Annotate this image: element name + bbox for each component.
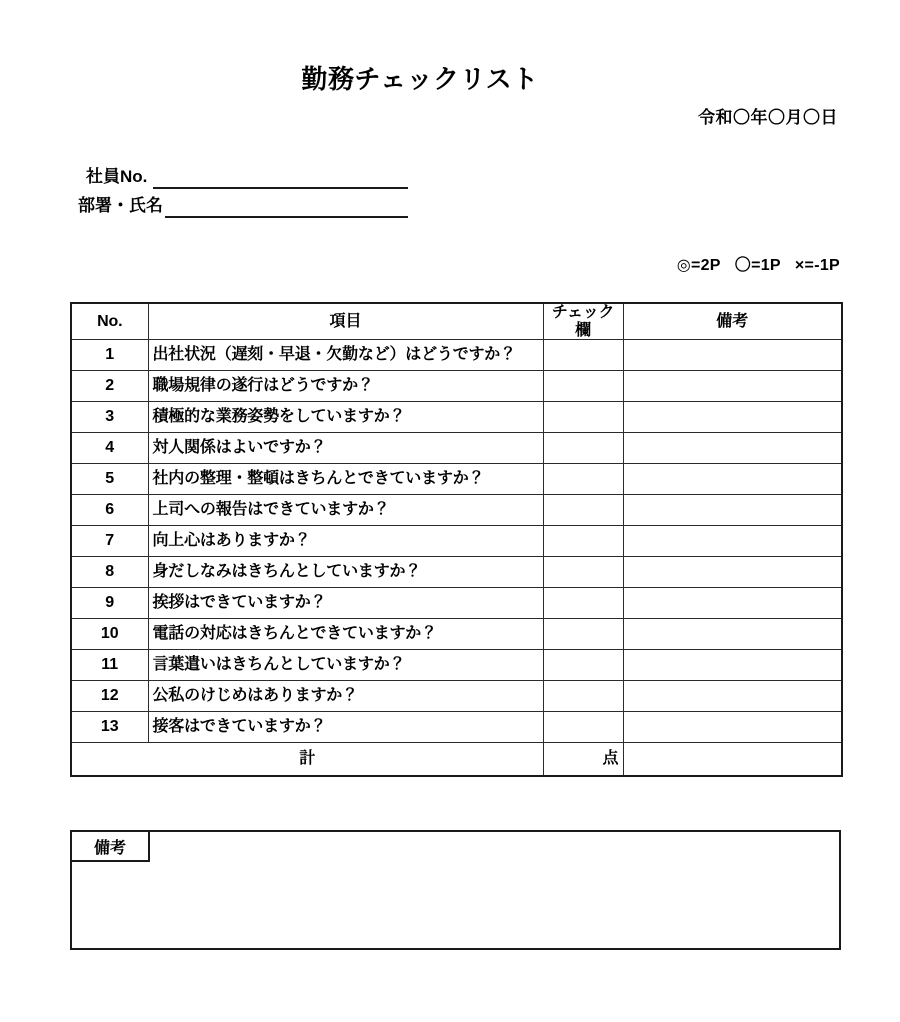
legend-cross: ×=-1P [794,257,840,274]
table-row [71,526,842,557]
row-note-cell[interactable] [623,619,842,650]
row-item-text: 上司への報告はできていますか？ [148,495,543,526]
remarks-label: 備考 [72,832,150,862]
column-header-no: No. [71,303,148,340]
row-check-cell[interactable] [543,650,623,681]
total-row [71,743,842,776]
row-item-text: 出社状況（遅刻・早退・欠勤など）はどうですか？ [148,340,543,371]
department-name-label: 部署・氏名 [78,196,163,216]
row-note-cell[interactable] [623,340,842,371]
row-number: 5 [71,464,148,495]
row-number: 13 [71,712,148,743]
row-check-cell[interactable] [543,495,623,526]
row-number: 1 [71,340,148,371]
table-row [71,619,842,650]
row-note-cell[interactable] [623,495,842,526]
row-item-text: 積極的な業務姿勢をしていますか？ [148,402,543,433]
row-number: 9 [71,588,148,619]
table-row [71,650,842,681]
row-check-cell[interactable] [543,619,623,650]
row-check-cell[interactable] [543,402,623,433]
document-date: 令和〇年〇月〇日 [698,108,838,127]
row-check-cell[interactable] [543,557,623,588]
table-row [71,712,842,743]
employee-no-input[interactable] [153,165,408,189]
checklist-body [71,340,842,743]
department-name-input[interactable] [165,194,408,218]
row-check-cell[interactable] [543,433,623,464]
row-note-cell[interactable] [623,402,842,433]
row-check-cell[interactable] [543,371,623,402]
table-row [71,464,842,495]
table-row [71,495,842,526]
row-check-cell[interactable] [543,681,623,712]
row-number: 6 [71,495,148,526]
employee-info-block [78,160,408,218]
row-check-cell[interactable] [543,712,623,743]
column-header-note: 備考 [623,303,842,340]
table-row [71,371,842,402]
row-item-text: 公私のけじめはありますか？ [148,681,543,712]
row-note-cell[interactable] [623,433,842,464]
row-number: 4 [71,433,148,464]
employee-no-row [78,160,408,189]
row-note-cell[interactable] [623,588,842,619]
table-row [71,340,842,371]
row-check-cell[interactable] [543,526,623,557]
table-row [71,588,842,619]
row-note-cell[interactable] [623,464,842,495]
row-item-text: 対人関係はよいですか？ [148,433,543,464]
row-note-cell[interactable] [623,712,842,743]
row-item-text: 接客はできていますか？ [148,712,543,743]
row-note-cell[interactable] [623,681,842,712]
row-item-text: 向上心はありますか？ [148,526,543,557]
row-number: 10 [71,619,148,650]
row-note-cell[interactable] [623,557,842,588]
row-item-text: 挨拶はできていますか？ [148,588,543,619]
row-check-cell[interactable] [543,588,623,619]
total-note-cell[interactable] [623,743,842,776]
row-item-text: 職場規律の遂行はどうですか？ [148,371,543,402]
row-check-cell[interactable] [543,464,623,495]
row-note-cell[interactable] [623,371,842,402]
table-row [71,557,842,588]
row-item-text: 社内の整理・整頓はきちんとできていますか？ [148,464,543,495]
row-number: 3 [71,402,148,433]
column-header-item: 項目 [148,303,543,340]
table-row [71,681,842,712]
remarks-box [70,830,841,950]
row-note-cell[interactable] [623,650,842,681]
remarks-input[interactable] [72,862,839,950]
legend-circle: 〇=1P [734,257,781,274]
row-item-text: 電話の対応はきちんとできていますか？ [148,619,543,650]
row-item-text: 言葉遣いはきちんとしていますか？ [148,650,543,681]
row-number: 2 [71,371,148,402]
row-number: 12 [71,681,148,712]
scoring-legend [677,252,840,275]
row-note-cell[interactable] [623,526,842,557]
row-number: 11 [71,650,148,681]
row-item-text: 身だしなみはきちんとしていますか？ [148,557,543,588]
legend-double-circle: ◎=2P [676,257,721,274]
row-check-cell[interactable] [543,340,623,371]
table-header-row [71,303,842,340]
page-title: 勤務チェックリスト [301,64,539,94]
employee-no-label: 社員No. [86,167,148,187]
total-label: 計 [71,743,543,776]
department-name-row [78,189,408,218]
column-header-check: チェック欄 [543,303,623,340]
checklist-table [70,302,843,777]
row-number: 7 [71,526,148,557]
table-row [71,433,842,464]
total-score-cell[interactable]: 点 [543,743,623,776]
row-number: 8 [71,557,148,588]
table-row [71,402,842,433]
